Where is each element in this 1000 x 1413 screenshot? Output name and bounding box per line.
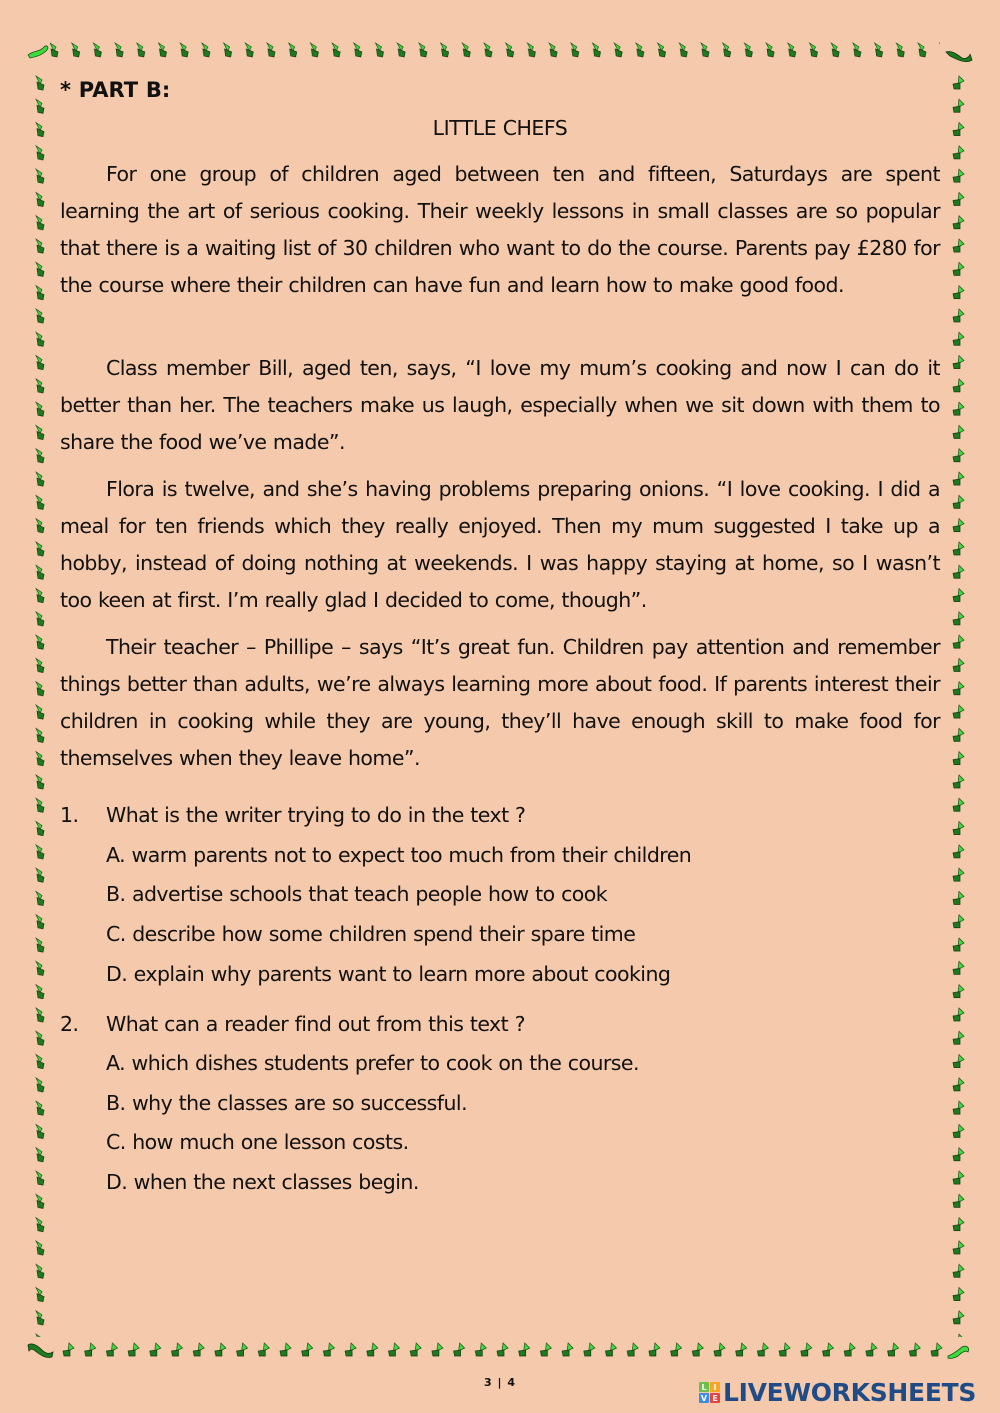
page-number: 3 | 4: [484, 1376, 516, 1389]
logo-letter-v: V: [700, 1393, 708, 1403]
question-number: 2.: [60, 1012, 79, 1036]
logo-text: LIVEWORKSHEETS: [723, 1378, 977, 1407]
passage-paragraph-2: Class member Bill, aged ten, says, “I love my mum’s cooking and now I can do it better than her. The teachers make us laugh, especially when we sit down with them to share the food we’ve made”.: [60, 356, 940, 454]
passage-paragraph-3: Flora is twelve, and she’s having problems preparing onions. “I love cooking. I did a meal for ten friends which they really enjoyed. Then my mum suggested I take up a hobby, instead of doing nothing at weekends. I was happy staying at home, so I wasn’t too keen at first. I’m really glad I decided to come, though”.: [60, 477, 940, 612]
passage-title: LITTLE CHEFS: [432, 116, 568, 140]
logo-letter-l: L: [699, 1382, 709, 1392]
option-b[interactable]: B. why the classes are so successful.: [106, 1091, 468, 1115]
liveworksheets-logo[interactable]: [699, 1378, 976, 1407]
passage-paragraph-4: Their teacher – Phillipe – says “It’s great fun. Children pay attention and remember things better than adults, we’re always learning more about food. If parents interest their children in cooking while they are young, they’ll have enough skill to make food for themselves when they leave home”.: [60, 635, 940, 770]
logo-letter-i: I: [710, 1382, 720, 1392]
question-text: What can a reader find out from this text ?: [106, 1012, 525, 1036]
passage-paragraph-1: For one group of children aged between ten and fifteen, Saturdays are spent learning the art of serious cooking. Their weekly lessons in small classes are so popular that there is a waiting list of 30 children who want to do the course. Parents pay £280 for the course where their children can have fun and learn how to make good food.: [60, 162, 940, 297]
option-d[interactable]: D. explain why parents want to learn more about cooking: [106, 962, 671, 986]
question-text: What is the writer trying to do in the text ?: [106, 803, 526, 827]
option-a[interactable]: A. warm parents not to expect too much from their children: [106, 843, 692, 867]
question-number: 1.: [60, 803, 79, 827]
option-a[interactable]: A. which dishes students prefer to cook on the course.: [106, 1051, 639, 1075]
option-b[interactable]: B. advertise schools that teach people how to cook: [106, 882, 608, 906]
option-c[interactable]: C. how much one lesson costs.: [106, 1130, 409, 1154]
option-c[interactable]: C. describe how some children spend their spare time: [106, 922, 636, 946]
live-logo-icon: [699, 1382, 720, 1403]
part-label: * PART B:: [60, 78, 171, 102]
option-d[interactable]: D. when the next classes begin.: [106, 1170, 419, 1194]
logo-letter-e: E: [710, 1393, 720, 1403]
